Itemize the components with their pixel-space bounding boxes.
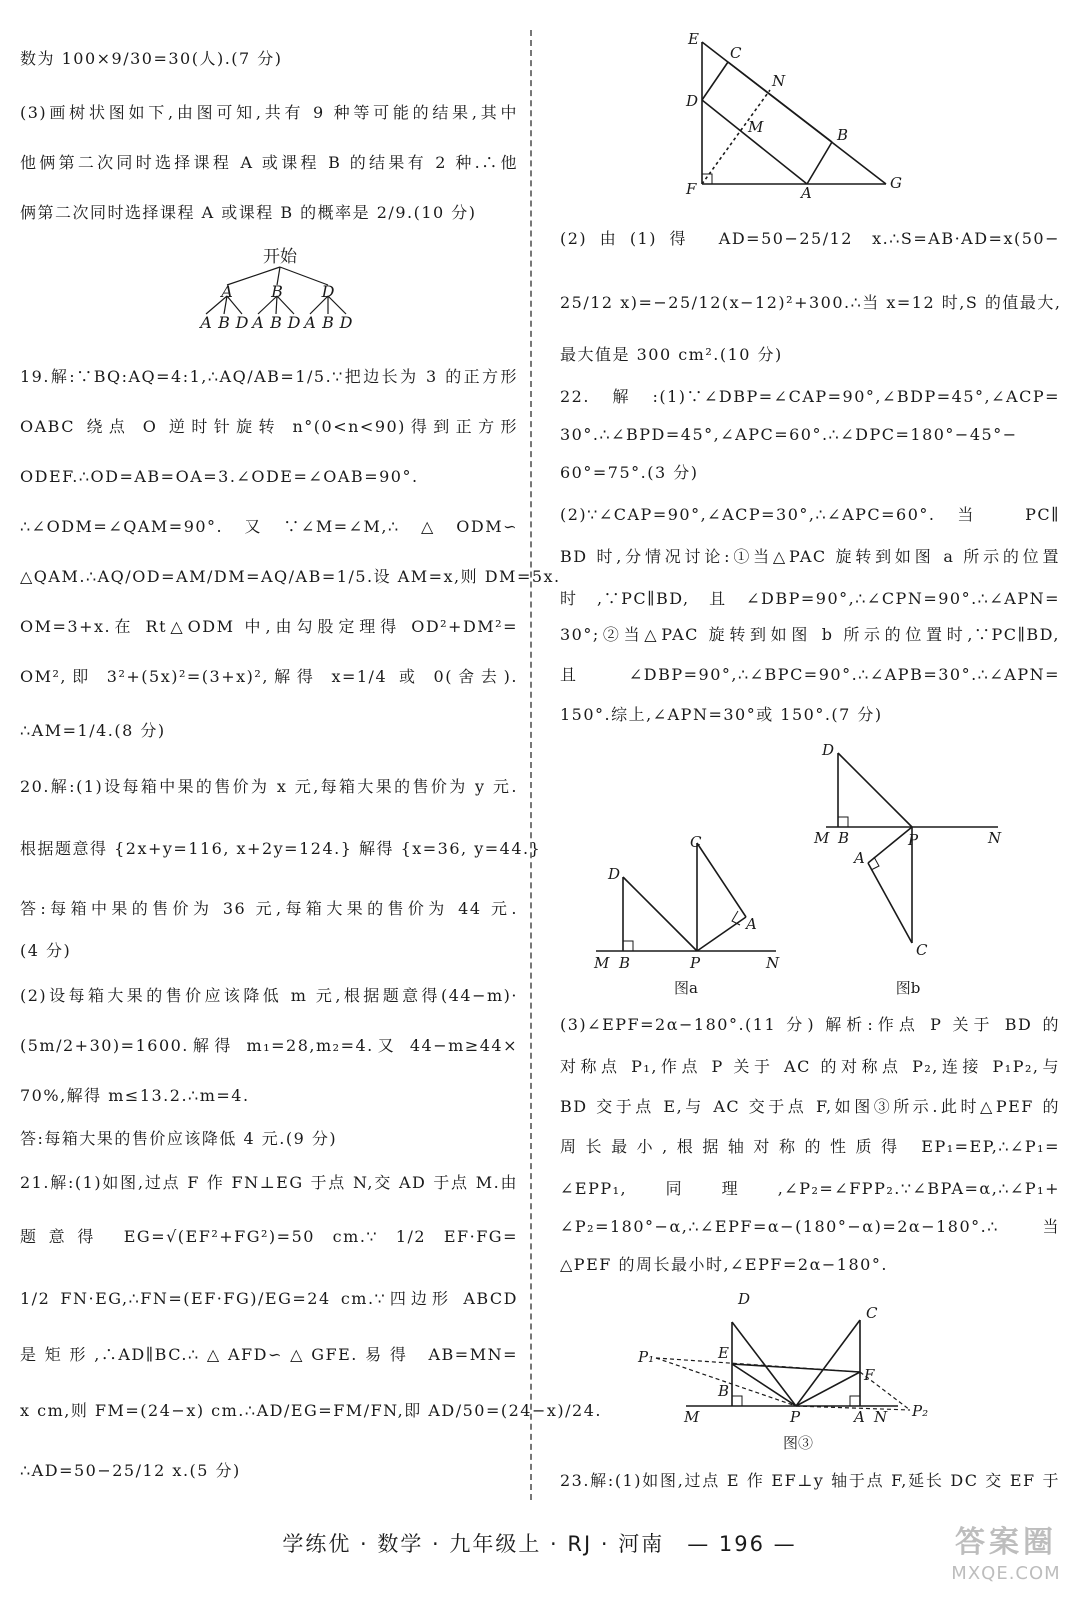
point-label: N	[766, 954, 780, 972]
text-line: 是矩形,∴AD∥BC.∴△AFD∽△GFE.易得 AB=MN=	[20, 1345, 518, 1364]
text-line: (3)画树状图如下,由图可知,共有 9 种等可能的结果,其中	[20, 103, 518, 122]
tree-root: 开始	[263, 247, 297, 267]
text-line: BD 时,分情况讨论:①当△PAC 旋转到如图 a 所示的位置	[560, 547, 1060, 566]
text-line: 150°.综上,∠APN=30°或 150°.(7 分)	[560, 705, 883, 724]
point-label: D	[608, 865, 621, 883]
text-line: (2)由(1)得 AD=50−25/12 x.∴S=AB·AD=x(50−	[560, 229, 1060, 248]
tree-diagram	[180, 240, 380, 335]
figure-b	[808, 735, 1008, 1010]
tree-leaf: B	[270, 313, 282, 332]
text-line: OM=3+x.在 Rt△ODM 中,由勾股定理得 OD²+DM²=	[20, 617, 518, 636]
tree-leaf: D	[287, 313, 301, 332]
tree-node: D	[321, 282, 335, 301]
point-label: B	[837, 126, 849, 144]
point-label: P₁	[638, 1348, 655, 1366]
point-label: P	[790, 1408, 801, 1426]
point-label: C	[866, 1304, 878, 1322]
point-label: A	[854, 1408, 865, 1426]
figure-3	[638, 1282, 938, 1462]
text-line: ∴∠ODM=∠QAM=90°.又∵∠M=∠M,∴△ODM∽	[20, 517, 518, 536]
point-label: E	[688, 30, 699, 48]
point-label: A	[854, 849, 865, 867]
tree-leaf: B	[218, 313, 230, 332]
text-line: 对称点 P₁,作点 P 关于 AC 的对称点 P₂,连接 P₁P₂,与	[560, 1057, 1060, 1076]
text-line: 25/12 x)=−25/12(x−12)²+300.∴当 x=12 时,S 的值最大,	[560, 293, 1062, 312]
text-line: BD 交于点 E,与 AC 交于点 F,如图③所示.此时△PEF 的	[560, 1097, 1060, 1116]
point-label: M	[748, 118, 764, 136]
text-line: 且∠DBP=90°,∴∠BPC=90°.∴∠APB=30°.∴∠APN=	[560, 665, 1060, 684]
text-line: ODEF.∴OD=AB=OA=3.∠ODE=∠OAB=90°.	[20, 467, 419, 486]
figure-caption: 图③	[782, 1434, 814, 1452]
text-line: 时,∵PC∥BD,且∠DBP=90°,∴∠CPN=90°.∴∠APN=	[560, 589, 1060, 608]
point-label: A	[801, 184, 812, 202]
text-line: OABC 绕点 O 逆时针旋转 n°(0<n<90)得到正方形	[20, 417, 518, 436]
text-line: 19.解:∵BQ:AQ=4:1,∴AQ/AB=1/5.∵把边长为 3 的正方形	[20, 367, 518, 386]
text-line: 20.解:(1)设每箱中果的售价为 x 元,每箱大果的售价为 y 元.	[20, 777, 518, 796]
figure-caption: 图a	[674, 979, 698, 997]
point-label: B	[838, 829, 850, 847]
point-label: C	[690, 833, 702, 851]
point-label: D	[822, 741, 835, 759]
text-line: (2)∵∠CAP=90°,∠ACP=30°,∴∠APC=60°.当 PC∥	[560, 505, 1060, 524]
figure-21	[680, 28, 910, 208]
text-line: 23.解:(1)如图,过点 E 作 EF⊥y 轴于点 F,延长 DC 交 EF 于	[560, 1471, 1060, 1490]
point-label: F	[686, 180, 697, 198]
text-line: (5m/2+30)=1600.解得 m₁=28,m₂=4.又 44−m≥44×	[20, 1036, 518, 1055]
tree-leaf: A	[304, 313, 316, 332]
text-line: 数为 100×9/30=30(人).(7 分)	[20, 49, 283, 68]
text-line: 21.解:(1)如图,过点 F 作 FN⊥EG 于点 N,交 AD 于点 M.由	[20, 1173, 518, 1192]
text-line: (2)设每箱大果的售价应该降低 m 元,根据题意得(44−m)·	[20, 986, 518, 1005]
point-label: M	[814, 829, 830, 847]
text-line: 答:每箱大果的售价应该降低 4 元.(9 分)	[20, 1129, 338, 1148]
text-line: 1/2 FN·EG,∴FN=(EF·FG)/EG=24 cm.∵四边形 ABCD	[20, 1289, 518, 1308]
point-label: C	[730, 44, 742, 62]
point-label: P	[690, 954, 701, 972]
point-label: E	[718, 1344, 729, 1362]
point-label: P	[908, 831, 919, 849]
watermark-text: 答案圈	[955, 1525, 1057, 1560]
text-line: 他俩第二次同时选择课程 A 或课程 B 的结果有 2 种.∴他	[20, 153, 518, 172]
figure-caption: 图b	[895, 979, 921, 997]
text-line: △QAM.∴AQ/OD=AM/DM=AQ/AB=1/5.设 AM=x,则 DM=5x.	[20, 567, 561, 586]
column-divider	[530, 30, 532, 1500]
point-label: B	[619, 954, 631, 972]
tree-node: B	[271, 282, 283, 301]
tree-leaf: B	[322, 313, 334, 332]
watermark-logo	[941, 1524, 1071, 1594]
point-label: M	[594, 954, 610, 972]
point-label: D	[738, 1290, 751, 1308]
tree-leaf: D	[235, 313, 249, 332]
point-label: N	[772, 72, 786, 90]
text-line: 60°=75°.(3 分)	[560, 463, 699, 482]
page-footer: 学练优 · 数学 · 九年级上 · RJ · 河南 — 196 —	[282, 1532, 797, 1556]
point-label: C	[916, 941, 928, 959]
text-line: 周长最小,根据轴对称的性质得 EP₁=EP,∴∠P₁=	[560, 1137, 1060, 1156]
point-label: G	[890, 174, 902, 192]
text-line: ∴AM=1/4.(8 分)	[20, 721, 166, 740]
text-line: 22.解:(1)∵∠DBP=∠CAP=90°,∠BDP=45°,∠ACP=	[560, 387, 1060, 406]
point-label: A	[746, 915, 757, 933]
point-label: M	[684, 1408, 700, 1426]
text-line: 根据题意得 {2x+y=116, x+2y=124.} 解得 {x=36, y=44.}	[20, 839, 542, 858]
point-label: F	[864, 1366, 875, 1384]
text-line: ∠EPP₁,同理,∠P₂=∠FPP₂.∵∠BPA=α,∴∠P₁+	[560, 1179, 1060, 1198]
text-line: 30°;②当△PAC 旋转到如图 b 所示的位置时,∵PC∥BD,	[560, 625, 1060, 644]
text-line: △PEF 的周长最小时,∠EPF=2α−180°.	[560, 1255, 888, 1274]
text-line: x cm,则 FM=(24−x) cm.∴AD/EG=FM/FN,即 AD/50=(24−x)/24.	[20, 1401, 602, 1420]
text-line: 俩第二次同时选择课程 A 或课程 B 的概率是 2/9.(10 分)	[20, 203, 477, 222]
tree-leaf: A	[200, 313, 212, 332]
point-label: N	[988, 829, 1002, 847]
text-line: ∠P₂=180°−α,∴∠EPF=α−(180°−α)=2α−180°.∴当	[560, 1217, 1060, 1236]
watermark-url: MXQE.COM	[951, 1563, 1061, 1584]
text-line: 题意得 EG=√(EF²+FG²)=50 cm.∵ 1/2 EF·FG=	[20, 1227, 518, 1246]
tree-leaf: D	[339, 313, 353, 332]
figure-a	[586, 825, 786, 1010]
text-line: 30°.∴∠BPD=45°,∠APC=60°.∴∠DPC=180°−45°−	[560, 425, 1018, 444]
point-label: D	[686, 92, 699, 110]
point-label: P₂	[912, 1402, 929, 1420]
text-line: OM²,即 3²+(5x)²=(3+x)²,解得 x=1/4 或 0(舍去).	[20, 667, 518, 686]
text-line: 最大值是 300 cm².(10 分)	[560, 345, 783, 364]
text-line: (4 分)	[20, 941, 72, 960]
point-label: B	[718, 1382, 730, 1400]
text-line: 答:每箱中果的售价为 36 元,每箱大果的售价为 44 元.	[20, 899, 518, 918]
text-line: (3)∠EPF=2α−180°.(11 分) 解析:作点 P 关于 BD 的	[560, 1015, 1060, 1034]
point-label: N	[874, 1408, 888, 1426]
tree-node: A	[221, 282, 233, 301]
text-line: 70%,解得 m≤13.2.∴m=4.	[20, 1086, 250, 1105]
text-line: ∴AD=50−25/12 x.(5 分)	[20, 1461, 241, 1480]
tree-leaf: A	[252, 313, 264, 332]
